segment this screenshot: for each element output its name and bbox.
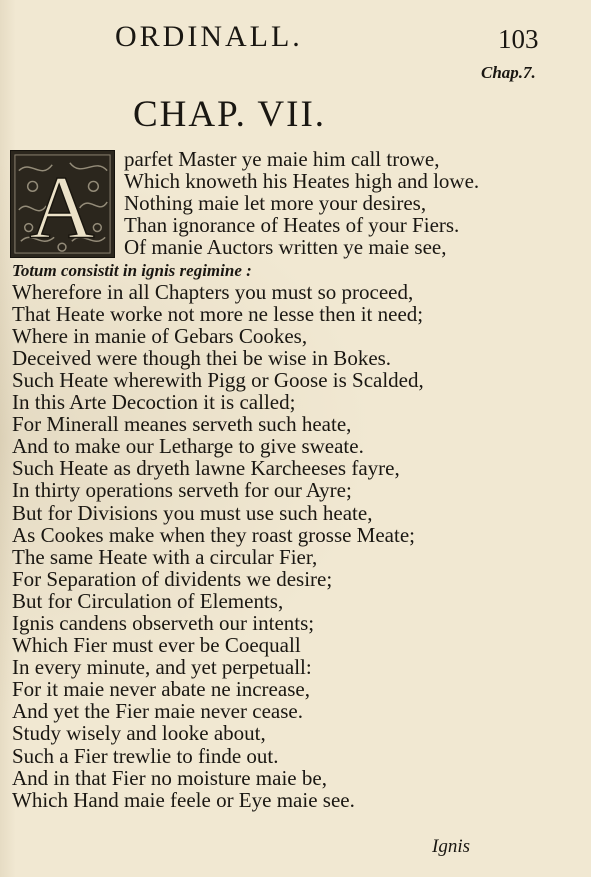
- verse-line: As Cookes make when they roast grosse Meate;: [12, 522, 415, 547]
- verse-line: Study wisely and looke about,: [12, 721, 266, 746]
- verse-line-latin: Totum consistit in ignis regimine :: [12, 261, 252, 281]
- page-number: 103: [498, 24, 539, 54]
- verse-line: But for Divisions you must use such heate,: [12, 500, 373, 525]
- verse-line: Nothing maie let more your desires,: [124, 191, 427, 216]
- verse-line: In thirty operations serveth for our Ayre;: [12, 478, 352, 503]
- verse-line: And yet the Fier maie never cease.: [12, 699, 303, 724]
- verse-line: For it maie never abate ne increase,: [12, 677, 310, 702]
- verse-text: [0, 148, 591, 811]
- verse-line: Such a Fier trewlie to finde out.: [12, 743, 279, 768]
- running-head: ORDINALL.: [115, 20, 303, 53]
- chapter-title: CHAP. VII.: [133, 94, 327, 135]
- verse-line: Wherefore in all Chapters you must so proceed,: [12, 279, 414, 304]
- verse-line: Deceived were though thei be wise in Bokes.: [12, 345, 392, 370]
- verse-line: And in that Fier no moisture maie be,: [12, 765, 327, 790]
- verse-line: And to make our Letharge to give sweate.: [12, 434, 364, 459]
- catchword: Ignis: [432, 836, 470, 857]
- verse-line: Ignis candens observeth our intents;: [12, 610, 315, 635]
- verse-line: Where in manie of Gebars Cookes,: [12, 323, 308, 348]
- verse-line: Than ignorance of Heates of your Fiers.: [124, 213, 460, 238]
- verse-line: Which Hand maie feele or Eye maie see.: [12, 787, 355, 812]
- verse-line: That Heate worke not more ne lesse then it need;: [12, 301, 424, 326]
- verse-line: The same Heate with a circular Fier,: [12, 544, 318, 569]
- verse-line: Such Heate as dryeth lawne Karcheeses fayre,: [12, 456, 400, 481]
- verse-line: Of manie Auctors written ye maie see,: [124, 235, 447, 260]
- side-note: Chap.7.: [481, 63, 536, 82]
- verse-line: Such Heate wherewith Pigg or Goose is Scalded,: [12, 367, 424, 392]
- initial-letter: A: [29, 157, 95, 257]
- verse-line: For Minerall meanes serveth such heate,: [12, 412, 352, 437]
- verse-line: parfet Master ye maie him call trowe,: [124, 147, 440, 171]
- verse-line: In every minute, and yet perpetuall:: [12, 655, 312, 680]
- verse-line: Which knoweth his Heates high and lowe.: [124, 169, 480, 194]
- verse-line: For Separation of dividents we desire;: [12, 566, 333, 591]
- verse-line: Which Fier must ever be Coequall: [12, 633, 301, 658]
- verse-line: But for Circulation of Elements,: [12, 588, 284, 613]
- verse-line: In this Arte Decoction it is called;: [12, 390, 296, 415]
